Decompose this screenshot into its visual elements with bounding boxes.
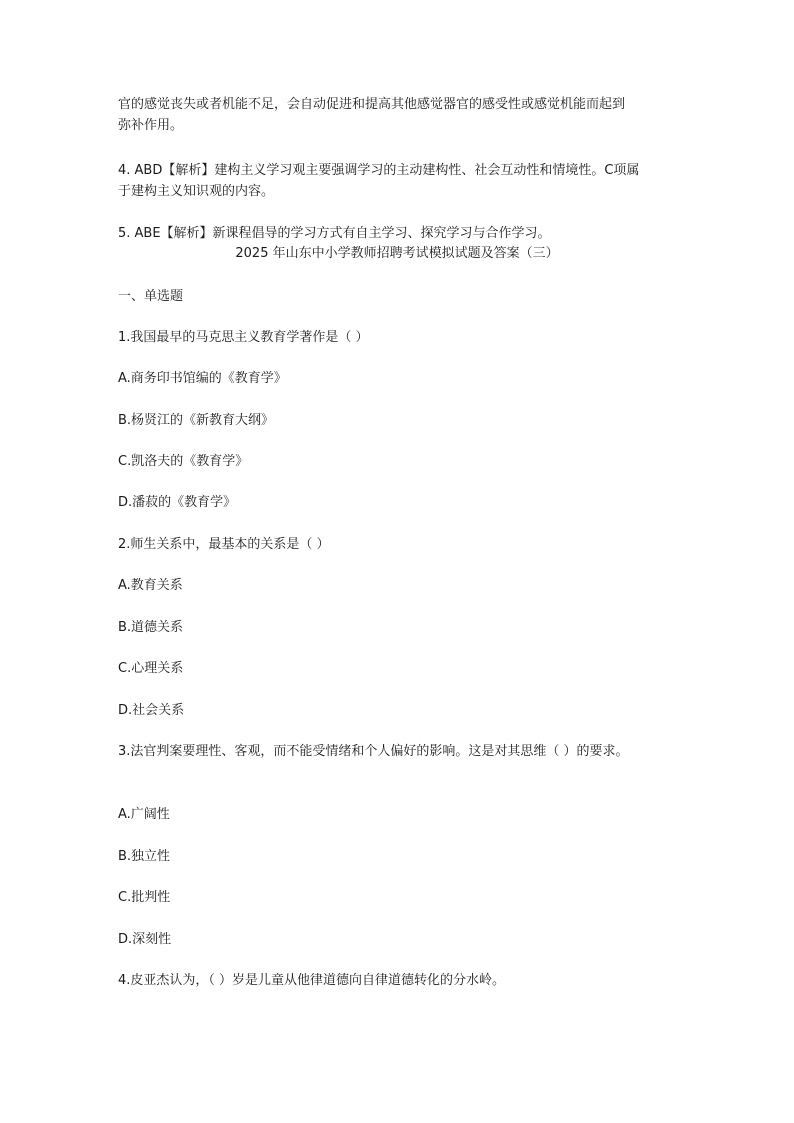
question-1-stem: 1.我国最早的马克思主义教育学著作是（ ） [118,330,369,345]
question-2-option-d: D.社会关系 [118,703,185,718]
question-1-option-b: B.杨贤江的《新教育大纲》 [118,413,275,428]
answer-4-line-1: 4. ABD【解析】建构主义学习观主要强调学习的主动建构性、社会互动性和情境性。C项属 [118,163,640,178]
question-1-option-c: C.凯洛夫的《教育学》 [118,454,249,469]
question-3-option-b: B.独立性 [118,849,171,864]
question-3-option-c: C.批判性 [118,890,171,905]
question-3-option-d: D.深刻性 [118,932,172,947]
question-3-stem: 3.法官判案要理性、客观，而不能受情绪和个人偏好的影响。这是对其思维（ ）的要求。 [118,744,629,759]
question-3-option-a: A.广阔性 [118,807,170,822]
question-4-stem: 4.皮亚杰认为，（ ）岁是儿童从他律道德向自律道德转化的分水岭。 [118,973,506,988]
question-2-option-b: B.道德关系 [118,620,184,635]
section-heading: 一、单选题 [118,289,184,304]
continuation-line-2: 弥补作用。 [118,118,184,133]
question-2-option-a: A.教育关系 [118,578,183,593]
answer-5: 5. ABE【解析】新课程倡导的学习方式有自主学习、探究学习与合作学习。 [118,226,551,241]
question-2-option-c: C.心理关系 [118,661,184,676]
question-2-stem: 2.师生关系中，最基本的关系是（ ） [118,537,330,552]
question-1-option-a: A.商务印书馆编的《教育学》 [118,371,287,386]
question-1-option-d: D.潘菽的《教育学》 [118,495,237,510]
continuation-line-1: 官的感觉丧失或者机能不足，会自动促进和提高其他感觉器官的感受性或感觉机能而起到 [118,97,626,112]
answer-4-line-2: 于建构主义知识观的内容。 [118,184,275,199]
document-title: 2025 年山东中小学教师招聘考试模拟试题及答案（三） [235,246,559,261]
